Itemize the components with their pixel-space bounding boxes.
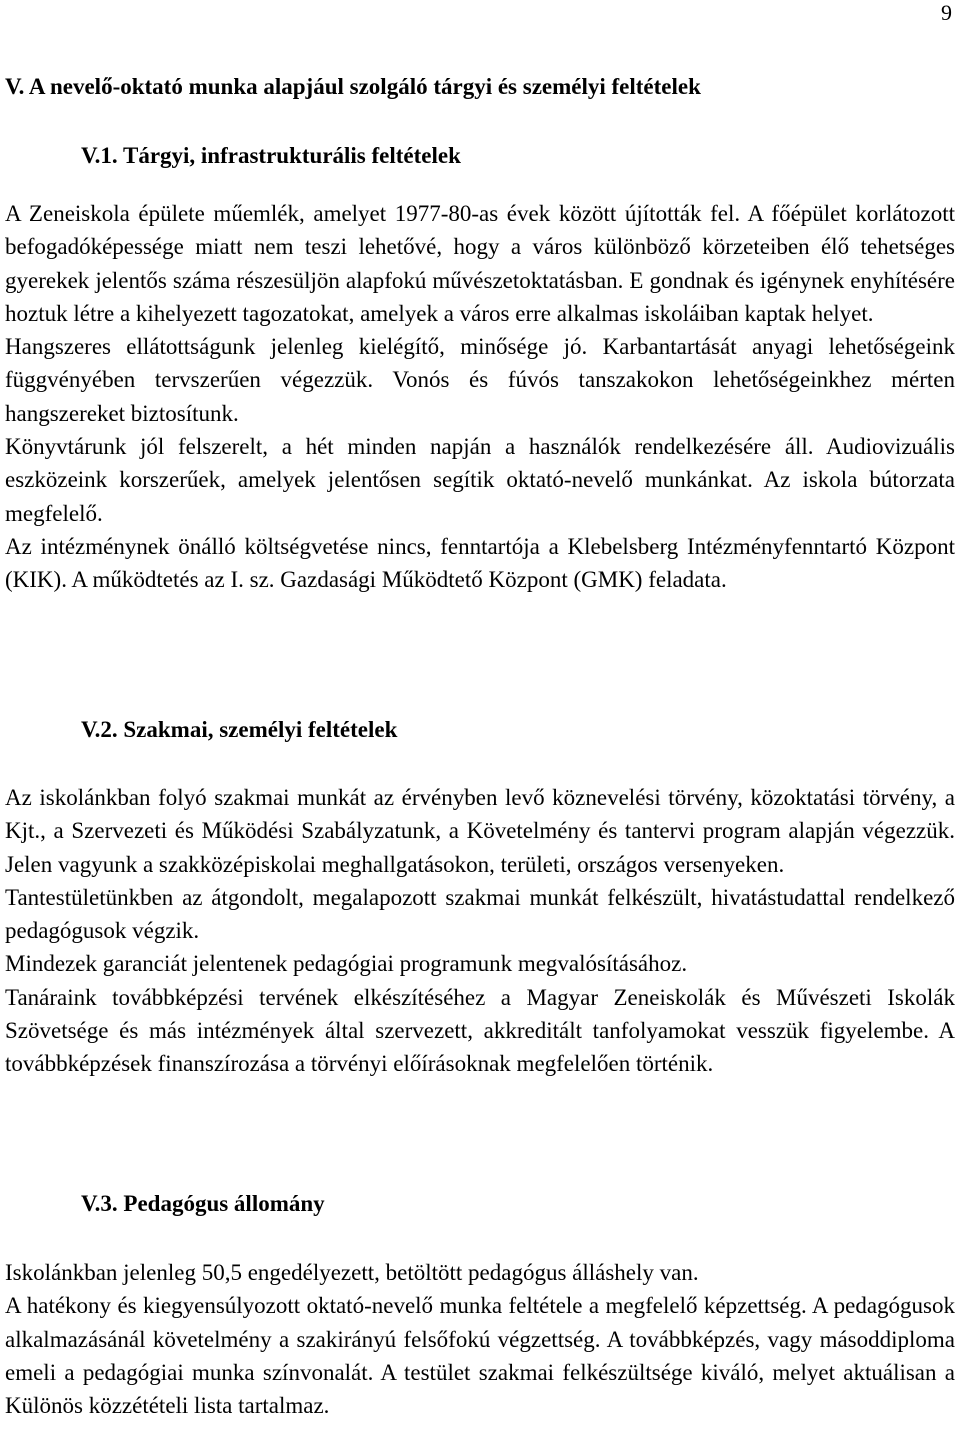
paragraph: Tantestületünkben az átgondolt, megalapozott szakmai munkát felkészült, hivatástudattal rendelkező pedagógusok végzik. xyxy=(5,884,955,944)
paragraph: A hatékony és kiegyensúlyozott oktató-nevelő munka feltétele a megfelelő képzettség. A pedagógusok alkalmazásánál követelmény a szakirányú felsőfokú végzettség. A továbbképzés, vagy másoddiploma emeli a pedagógiai munka színvonalát. A testület szakmai felkészültsége kiváló, melyet aktuálisan a Különös közzétételi lista tartalmaz. xyxy=(5,1293,955,1419)
paragraph: Az intézménynek önálló költségvetése nincs, fenntartója a Klebelsberg Intézményfenntartó Központ (KIK). A működtetés az I. sz. Gazdasági Működtető Központ (GMK) feladata. xyxy=(5,533,955,593)
paragraph: A Zeneiskola épülete műemlék, amelyet 1977-80-as évek között újították fel. A főépület korlátozott befogadóképessége miatt nem teszi lehetővé, hogy a város különböző körzeteiben élő tehetséges gyerekek jelentős száma részesüljön alapfokú művészetoktatásban. E gondnak és igénynek enyhítésére hoztuk létre a kihelyezett tagozatokat, amelyek a város erre alkalmas iskoláiban kaptak helyet. xyxy=(5,201,955,326)
section-heading-v1: V.1. Tárgyi, infrastrukturális feltételek xyxy=(81,143,461,168)
section-body-v1 xyxy=(5,197,955,597)
paragraph: Könyvtárunk jól felszerelt, a hét minden napján a használók rendelkezésére áll. Audiovizuális eszközeink korszerűek, amelyek jelentősen segítik oktató-nevelő munkánkat. Az iskola bútorzata megfelelő. xyxy=(5,434,955,526)
paragraph: Hangszeres ellátottságunk jelenleg kielégítő, minősége jó. Karbantartását anyagi lehetőségeink függvényében tervszerűen végezzük. Vonós és fúvós tanszakokon lehetőségeinkhez mérten hangszereket biztosítunk. xyxy=(5,334,955,426)
chapter-heading: V. A nevelő-oktató munka alapjául szolgáló tárgyi és személyi feltételek xyxy=(5,74,701,99)
section-body-v3 xyxy=(5,1256,955,1422)
section-body-v2 xyxy=(5,781,955,1081)
page-number: 9 xyxy=(941,0,952,25)
section-heading-v2: V.2. Szakmai, személyi feltételek xyxy=(81,717,398,742)
paragraph: Az iskolánkban folyó szakmai munkát az érvényben levő köznevelési törvény, közoktatási törvény, a Kjt., a Szervezeti és Működési Szabályzatunk, a Követelmény és tantervi program alapján végezzük. Jelen vagyunk a szakközépiskolai meghallgatásokon, területi, országos versenyeken. xyxy=(5,785,955,877)
paragraph: Mindezek garanciát jelentenek pedagógiai programunk megvalósításához. xyxy=(5,951,688,977)
paragraph: Iskolánkban jelenleg 50,5 engedélyezett, betöltött pedagógus álláshely van. xyxy=(5,1260,699,1285)
section-heading-v3: V.3. Pedagógus állomány xyxy=(81,1191,325,1216)
paragraph: Tanáraink továbbképzési tervének elkészítéséhez a Magyar Zeneiskolák és Művészeti Iskolák Szövetsége és más intézmények által szervezett, akkreditált tanfolyamokat vesszük figyelembe. A továbbképzések finanszírozása a törvényi előírásoknak megfelelően történik. xyxy=(5,984,955,1077)
